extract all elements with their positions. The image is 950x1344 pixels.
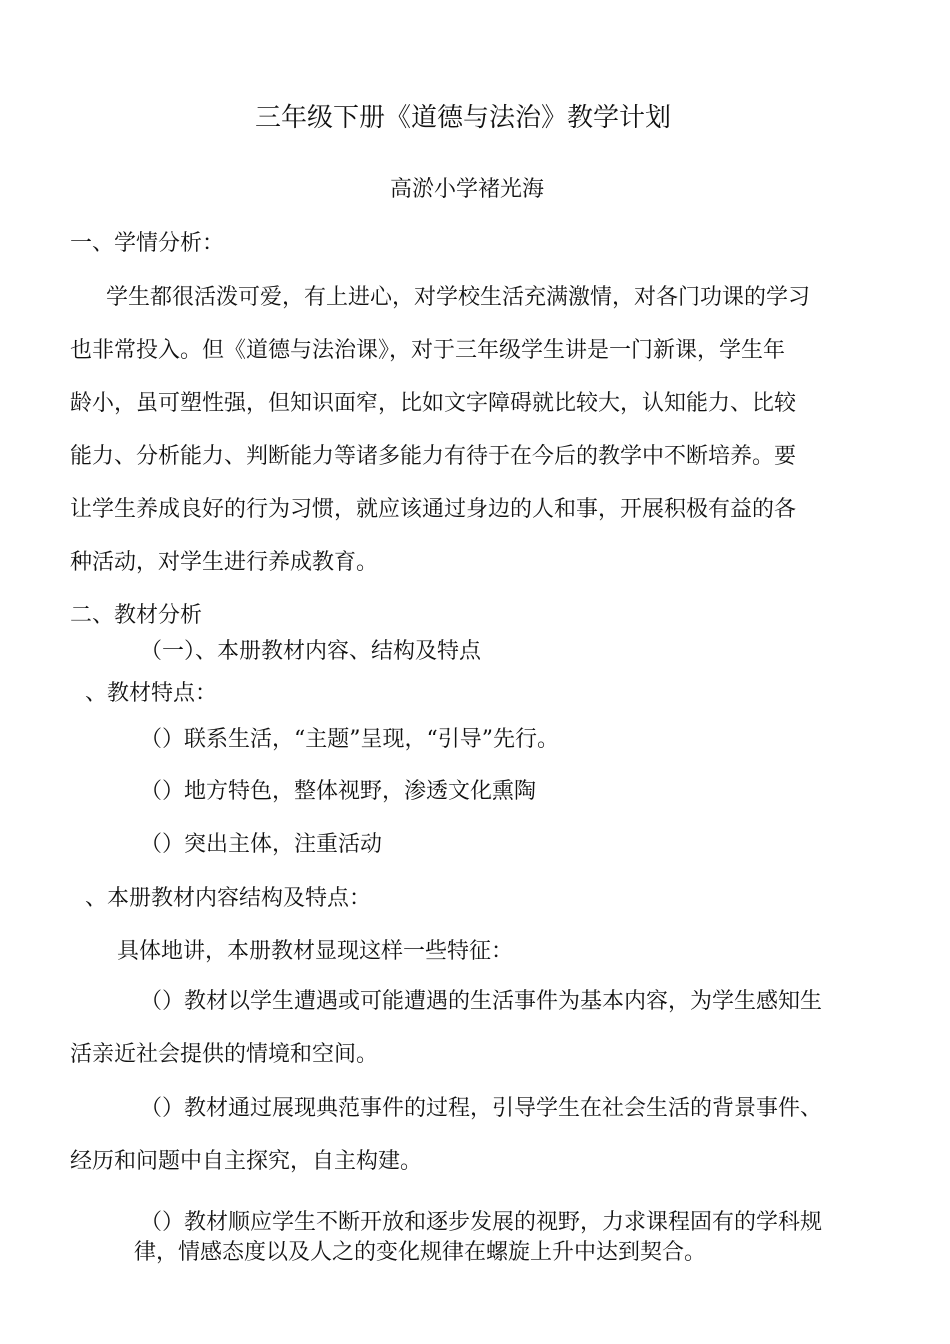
para-line: 也非常投入。但《道德与法治课》，对于三年级学生讲是一门新课，学生年 [70, 338, 786, 363]
feature-item: （）突出主体，注重活动 [140, 832, 383, 857]
para-line: 律，情感态度以及人之的变化规律在螺旋上升中达到契合。 [134, 1240, 707, 1265]
section-heading-2: 二、教材分析 [70, 603, 203, 628]
para-line: 学生都很活泼可爱，有上进心，对学校生活充满激情，对各门功课的学习 [106, 285, 811, 310]
author-line: 高淤小学褚光海 [390, 177, 545, 202]
item-heading-features: 、教材特点： [85, 681, 218, 706]
intro-line: 具体地讲，本册教材显现这样一些特征： [117, 939, 514, 964]
section-heading-1: 一、学情分析： [70, 231, 225, 256]
para-line: （）教材以学生遭遇或可能遭遇的生活事件为基本内容，为学生感知生 [140, 989, 823, 1014]
feature-item: （）联系生活，“主题”呈现，“引导”先行。 [140, 727, 559, 752]
feature-paragraph-2 [70, 1082, 872, 1188]
para-line: 龄小，虽可塑性强，但知识面窄，比如文字障碍就比较大，认知能力、比较 [70, 391, 797, 416]
para-line: 种活动，对学生进行养成教育。 [70, 550, 379, 575]
para-line: （）教材通过展现典范事件的过程，引导学生在社会生活的背景事件、 [140, 1096, 823, 1121]
para-line: 能力、分析能力、判断能力等诸多能力有待于在今后的教学中不断培养。要 [70, 444, 797, 469]
subsection-heading: （一）、本册教材内容、结构及特点 [140, 639, 482, 664]
item-heading-structure: 、本册教材内容结构及特点： [85, 886, 372, 911]
feature-paragraph-1 [70, 975, 872, 1081]
para-line: （）教材顺应学生不断开放和逐步发展的视野，力求课程固有的学科规 [140, 1210, 823, 1235]
para-line: 活亲近社会提供的情境和空间。 [70, 1042, 379, 1067]
feature-item: （）地方特色，整体视野，渗透文化熏陶 [140, 779, 537, 804]
feature-paragraph-3 [106, 1208, 876, 1268]
document-title: 三年级下册《道德与法治》教学计划 [255, 103, 672, 133]
para-line: 经历和问题中自主探究，自主构建。 [70, 1149, 423, 1174]
student-analysis-paragraph [70, 271, 872, 589]
para-line: 让学生养成良好的行为习惯，就应该通过身边的人和事，开展积极有益的各 [70, 497, 797, 522]
